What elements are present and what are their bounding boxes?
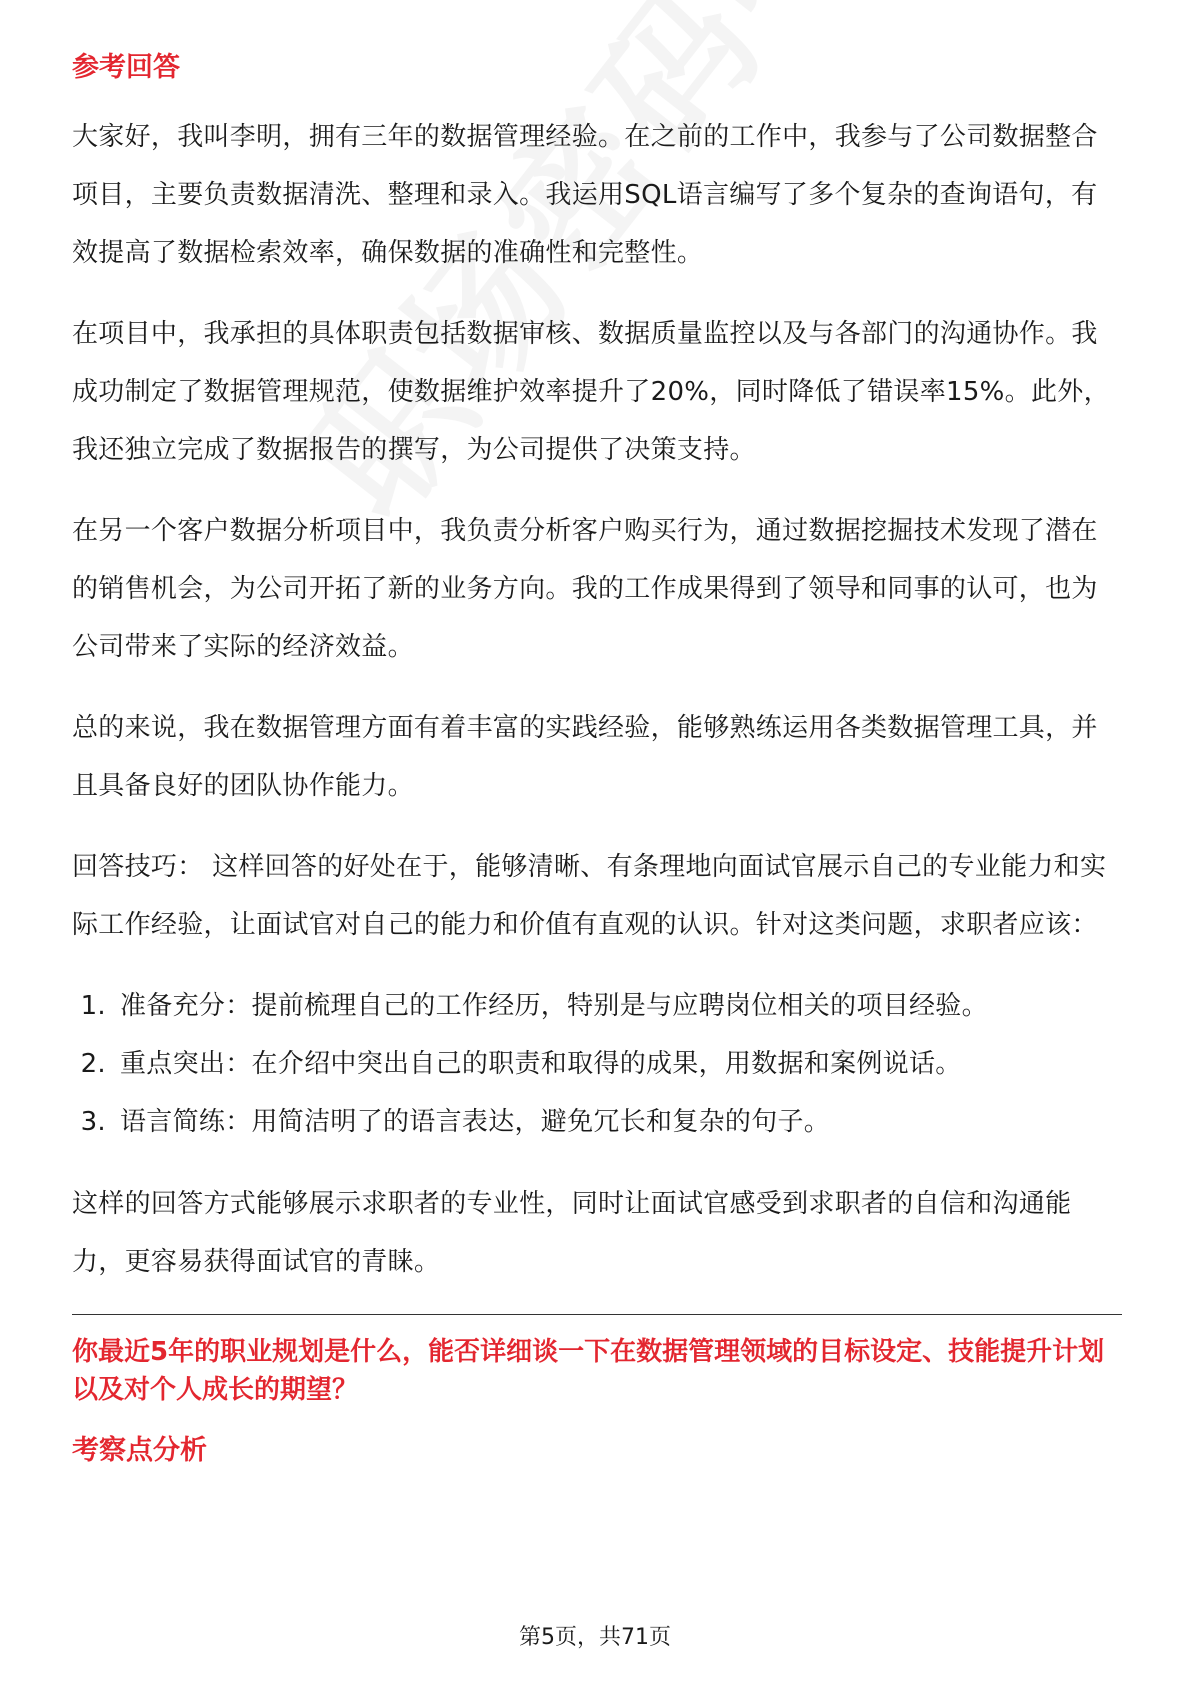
answer-title: 参考回答 — [72, 52, 180, 83]
paragraph-summary: 总的来说，我在数据管理方面有着丰富的实践经验，能够熟练运用各类数据管理工具，并且具备良好的团队协作能力。 — [72, 713, 1098, 801]
list-text: 语言简练：用简洁明了的语言表达，避免冗长和复杂的句子。 — [120, 1107, 831, 1137]
paragraph-responsibilities: 在项目中，我承担的具体职责包括数据审核、数据质量监控以及与各部门的沟通协作。我成功制定了数据管理规范，使数据维护效率提升了20%，同时降低了错误率15%。此外，我还独立完成了数据报告的撰写，为公司提供了决策支持。 — [72, 319, 1110, 465]
list-text: 重点突出：在介绍中突出自己的职责和取得的成果，用数据和案例说话。 — [120, 1049, 962, 1079]
next-question: 你最近5年的职业规划是什么，能否详细谈一下在数据管理领域的目标设定、技能提升计划以及对个人成长的期望？ — [72, 1337, 1105, 1405]
list-text: 准备充分：提前梳理自己的工作经历，特别是与应聘岗位相关的项目经验。 — [120, 991, 988, 1021]
list-number: 2. — [80, 1049, 106, 1079]
paragraph-closing: 这样的回答方式能够展示求职者的专业性，同时让面试官感受到求职者的自信和沟通能力，更容易获得面试官的青睐。 — [72, 1189, 1072, 1277]
paragraph-customer-project: 在另一个客户数据分析项目中，我负责分析客户购买行为，通过数据挖掘技术发现了潜在的销售机会，为公司开拓了新的业务方向。我的工作成果得到了领导和同事的认可，也为公司带来了实际的经济效益。 — [72, 516, 1098, 662]
analysis-title: 考察点分析 — [72, 1435, 207, 1466]
content — [72, 48, 1122, 1471]
list-number: 1. — [80, 991, 106, 1021]
page-number: 第5页，共71页 — [519, 1625, 671, 1650]
list-item — [72, 977, 1122, 1035]
tips-list — [72, 977, 1122, 1151]
list-item — [72, 1093, 1122, 1151]
paragraph-tips-intro: 回答技巧： 这样回答的好处在于，能够清晰、有条理地向面试官展示自己的专业能力和实际工作经验，让面试官对自己的能力和价值有直观的认识。针对这类问题，求职者应该： — [72, 852, 1107, 940]
list-item — [72, 1035, 1122, 1093]
paragraph-intro: 大家好，我叫李明，拥有三年的数据管理经验。在之前的工作中，我参与了公司数据整合项目，主要负责数据清洗、整理和录入。我运用SQL语言编写了多个复杂的查询语句，有效提高了数据检索效率，确保数据的准确性和完整性。 — [72, 122, 1098, 268]
section-divider — [72, 1314, 1122, 1315]
list-number: 3. — [80, 1107, 106, 1137]
